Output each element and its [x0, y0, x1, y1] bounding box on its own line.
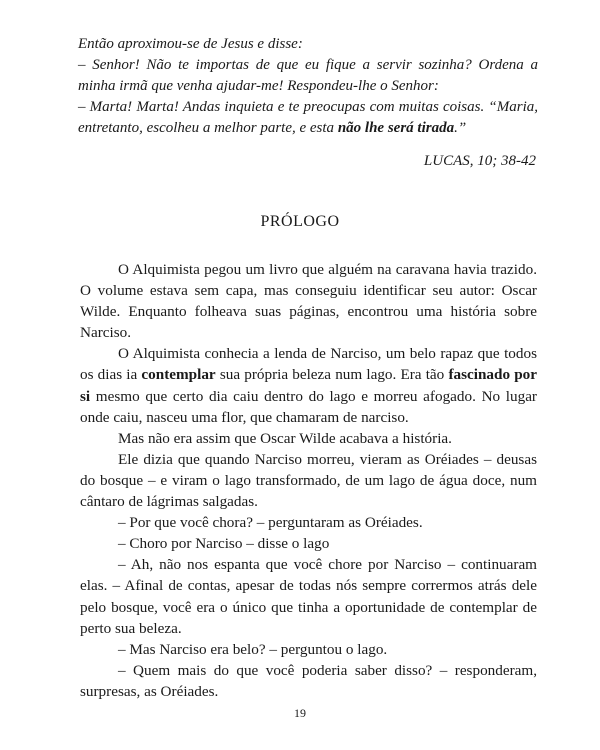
- paragraph-text: sua própria beleza num lago. Era tão: [215, 366, 449, 384]
- page-number: 19: [294, 706, 306, 720]
- epigraph: [78, 34, 538, 139]
- paragraph: – Por que você chora? – perguntaram as Oréiades.: [118, 514, 423, 532]
- chapter-body: [80, 259, 537, 702]
- epigraph-line: Então aproximou-se de Jesus e disse:: [78, 36, 303, 52]
- paragraph: – Ah, não nos espanta que você chore por Narciso – continuaram elas. – Afinal de contas, apesar de todas nós sempre corrermos atrás dele pelo bosque, você era o único que tinha a oportunidade de contemplar de perto sua beleza.: [80, 556, 537, 637]
- bold-emphasis: fascinado por si: [80, 366, 537, 405]
- paragraph: O Alquimista pegou um livro que alguém na caravana havia trazido. O volume estava sem capa, mas conseguiu identificar seu autor: Oscar Wilde. Enquanto folheava suas páginas, encontrou uma história sobre Narciso.: [80, 261, 537, 342]
- epigraph-closing: .”: [454, 120, 467, 136]
- paragraph-text: mesmo que certo dia caiu dentro do lago e morreu afogado. No lugar onde caiu, nasceu uma flor, que chamaram de narciso.: [80, 387, 537, 426]
- paragraph: – Choro por Narciso – disse o lago: [118, 535, 330, 553]
- paragraph: – Mas Narciso era belo? – perguntou o lago.: [118, 640, 388, 658]
- paragraph: Ele dizia que quando Narciso morreu, vieram as Oréiades – deusas do bosque – e viram o lago transformado, de um lago de água doce, num cântaro de lágrimas salgadas.: [80, 450, 537, 511]
- epigraph-line: – Senhor! Não te importas de que eu fique a servir sozinha? Ordena a minha irmã que venha ajudar-me! Respondeu-lhe o Senhor:: [78, 57, 538, 94]
- paragraph: Mas não era assim que Oscar Wilde acabava a história.: [118, 429, 452, 447]
- paragraph: [80, 343, 537, 427]
- chapter-title: PRÓLOGO: [260, 213, 340, 230]
- epigraph-line: [78, 97, 538, 139]
- epigraph-citation: LUCAS, 10; 38-42: [423, 153, 536, 169]
- epigraph-text: – Marta! Marta! Andas inquieta e te preocupas com muitas coisas. “Maria, entretanto, escolheu a melhor parte, e esta: [78, 99, 538, 136]
- epigraph-bold-phrase: não lhe será tirada: [337, 120, 455, 136]
- bold-emphasis: contemplar: [141, 366, 216, 384]
- paragraph-text: O Alquimista conhecia a lenda de Narciso, um belo rapaz que todos os dias ia: [80, 345, 537, 384]
- paragraph: – Quem mais do que você poderia saber disso? – responderam, surpresas, as Oréiades.: [80, 661, 537, 700]
